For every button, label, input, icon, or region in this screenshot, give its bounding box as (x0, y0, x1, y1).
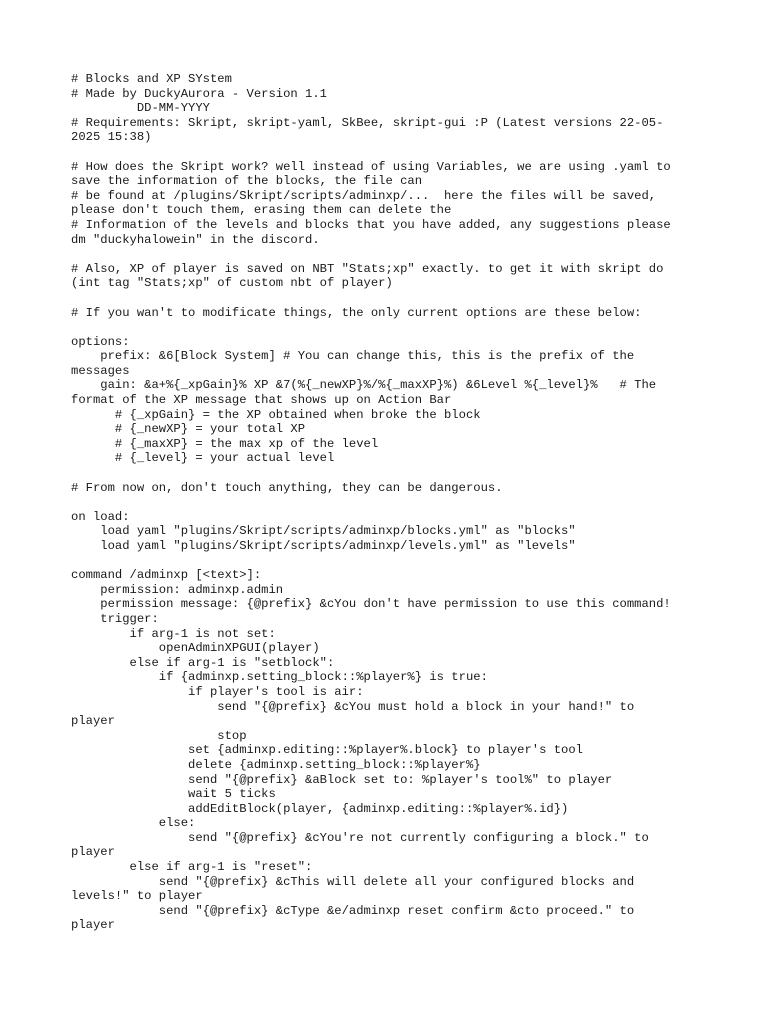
code-line: permission: adminxp.admin (71, 582, 284, 597)
code-line: format of the XP message that shows up on Action Bar (71, 393, 452, 408)
code-line: trigger: (71, 611, 159, 626)
code-line: options: (71, 334, 130, 349)
code-line: if player's tool is air: (71, 684, 364, 699)
code-line: send "{@prefix} &aBlock set to: %player's tool%" to player (71, 772, 613, 787)
code-line: # {_xpGain} = the XP obtained when broke the block (71, 407, 481, 422)
code-line: prefix: &6[Block System] # You can change this, this is the prefix of the (71, 349, 635, 364)
code-line: addEditBlock(player, {adminxp.editing::%player%.id}) (71, 801, 569, 816)
script-source-text (71, 72, 701, 933)
code-line: else: (71, 816, 196, 831)
code-line: # If you wan't to modificate things, the only current options are these below: (71, 305, 642, 320)
code-line: send "{@prefix} &cType &e/adminxp reset confirm &cto proceed." to (71, 903, 635, 918)
code-line: # From now on, don't touch anything, they can be dangerous. (71, 480, 503, 495)
code-line: send "{@prefix} &cYou must hold a block in your hand!" to (71, 699, 635, 714)
blank-line (71, 466, 701, 481)
code-line: stop (71, 728, 247, 743)
code-line: gain: &a+%{_xpGain}% XP &7(%{_newXP}%/%{_maxXP}%) &6Level %{_level}% # The (71, 378, 657, 393)
code-line: # Blocks and XP SYstem (71, 72, 232, 86)
code-line: else if arg-1 is "setblock": (71, 655, 335, 670)
code-line: # {_maxXP} = the max xp of the level (71, 436, 379, 451)
code-line: # {_newXP} = your total XP (71, 422, 306, 437)
code-line: else if arg-1 is "reset": (71, 860, 313, 875)
code-line: player (71, 918, 115, 933)
code-line: if arg-1 is not set: (71, 626, 276, 641)
code-line: messages (71, 363, 130, 378)
code-line: send "{@prefix} &cYou're not currently configuring a block." to (71, 830, 649, 845)
code-line: # Made by DuckyAurora - Version 1.1 (71, 86, 327, 101)
code-line: # be found at /plugins/Skript/scripts/adminxp/... here the files will be saved, (71, 188, 657, 203)
code-line: # How does the Skript work? well instead of using Variables, we are using .yaml to (71, 159, 671, 174)
code-line: 2025 15:38) (71, 130, 152, 145)
code-line: permission message: {@prefix} &cYou don't have permission to use this command! (71, 597, 671, 612)
code-line: save the information of the blocks, the file can (71, 174, 423, 189)
code-line: # Information of the levels and blocks that you have added, any suggestions please (71, 217, 671, 232)
code-line: set {adminxp.editing::%player%.block} to player's tool (71, 743, 583, 758)
code-line: command /adminxp [<text>]: (71, 568, 262, 583)
code-line: # Also, XP of player is saved on NBT "Stats;xp" exactly. to get it with skript do (71, 261, 664, 276)
blank-line (71, 554, 701, 569)
blank-line (71, 320, 701, 335)
code-line: player (71, 714, 115, 729)
code-line: load yaml "plugins/Skript/scripts/adminxp/levels.yml" as "levels" (71, 539, 576, 553)
code-line: openAdminXPGUI(player) (71, 641, 320, 656)
code-line: send "{@prefix} &cThis will delete all your configured blocks and (71, 874, 635, 889)
code-line: DD-MM-YYYY (71, 101, 210, 116)
blank-line (71, 247, 701, 262)
code-line: if {adminxp.setting_block::%player%} is true: (71, 670, 488, 685)
code-line: on load: (71, 509, 130, 524)
code-line: # {_level} = your actual level (71, 451, 335, 466)
code-line: load yaml "plugins/Skript/scripts/adminxp/blocks.yml" as "blocks" (71, 524, 576, 539)
code-line: levels!" to player (71, 889, 203, 904)
code-line: please don't touch them, erasing them can delete the (71, 203, 452, 218)
blank-line (71, 291, 701, 306)
code-line: # Requirements: Skript, skript-yaml, SkBee, skript-gui :P (Latest versions 22-05- (71, 115, 664, 130)
code-line: (int tag "Stats;xp" of custom nbt of player) (71, 276, 393, 291)
code-line: delete {adminxp.setting_block::%player%} (71, 757, 481, 772)
blank-line (71, 145, 701, 160)
code-line: player (71, 845, 115, 860)
blank-line (71, 495, 701, 510)
code-line: dm "duckyhalowein" in the discord. (71, 232, 320, 247)
code-line: wait 5 ticks (71, 787, 276, 802)
